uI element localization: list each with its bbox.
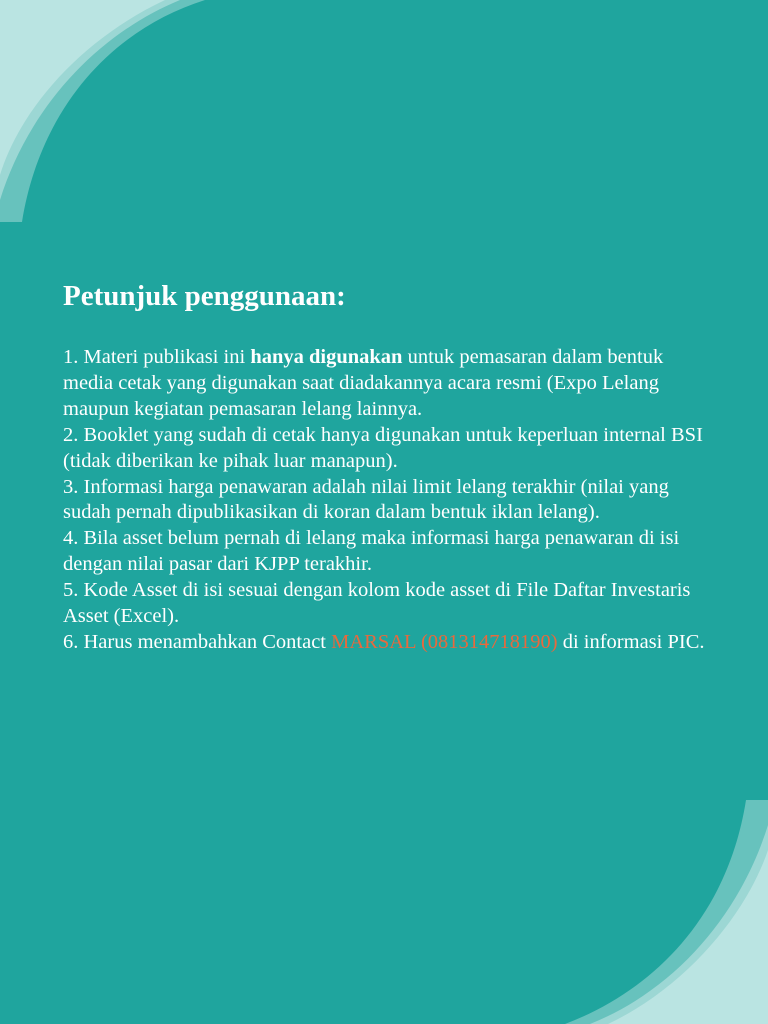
instruction-item-5: 5. Kode Asset di isi sesuai dengan kolom kode asset di File Daftar Investaris Asset (Excel). bbox=[63, 579, 691, 628]
emphasis-text: hanya digunakan bbox=[250, 346, 403, 368]
instruction-list bbox=[63, 345, 713, 656]
instruction-item-4: 4. Bila asset belum pernah di lelang maka informasi harga penawaran di isi dengan nilai pasar dari KJPP terakhir. bbox=[63, 527, 680, 576]
instruction-item-1: 1. Materi publikasi ini hanya digunakan untuk pemasaran dalam bentuk media cetak yang digunakan saat diadakannya acara resmi (Expo Lelang maupun kegiatan pemasaran lelang lainnya. bbox=[63, 346, 664, 420]
instruction-item-2: 2. Booklet yang sudah di cetak hanya digunakan untuk keperluan internal BSI (tidak diberikan ke pihak luar manapun). bbox=[63, 423, 703, 472]
contact-highlight: MARSAL (081314718190) bbox=[331, 630, 558, 653]
instruction-item-3: 3. Informasi harga penawaran adalah nilai limit lelang terakhir (nilai yang sudah pernah dipublikasikan di koran dalam bentuk iklan lelang). bbox=[63, 475, 669, 524]
instruction-item-6: 6. Harus menambahkan Contact MARSAL (081314718190) di informasi PIC. bbox=[63, 630, 705, 653]
page-title: Petunjuk penggunaan: bbox=[63, 280, 346, 312]
instructions-block bbox=[63, 278, 713, 656]
